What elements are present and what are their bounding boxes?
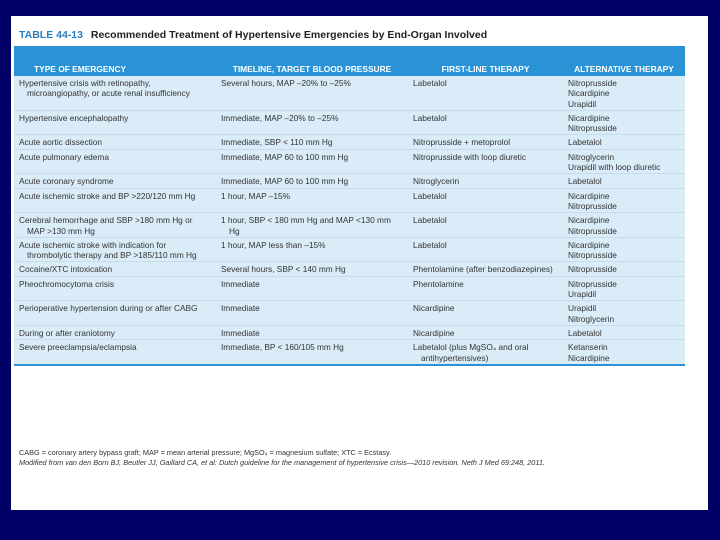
cell-type-of-emergency-text: Acute ischemic stroke and BP >220/120 mm Hg <box>19 190 196 201</box>
cell-alternative <box>563 76 685 110</box>
alternative-drug: Nitroprusside <box>568 278 617 289</box>
table-row <box>14 237 685 262</box>
cell-alternative <box>563 276 685 301</box>
alternative-drug: Labetalol <box>568 137 602 148</box>
cell-alternative <box>563 188 685 213</box>
cell-target-pressure-text: Several hours, MAP –20% to –25% <box>221 78 351 88</box>
cell-target-pressure-text: Immediate, BP < 160/105 mm Hg <box>221 342 344 353</box>
cell-type-of-emergency-text: Hypertensive encephalopathy <box>19 112 129 123</box>
table-row <box>14 135 685 149</box>
cell-alternative <box>563 340 685 364</box>
table-row <box>14 340 685 364</box>
cell-target-pressure-text: Several hours, SBP < 140 mm Hg <box>221 264 346 275</box>
alternative-drug: Nicardipine <box>568 239 610 250</box>
cell-first-line <box>408 188 563 213</box>
cell-target-pressure <box>216 262 408 276</box>
cell-target-pressure-text: Immediate <box>221 303 260 314</box>
cell-type-of-emergency <box>14 340 216 364</box>
table-row <box>14 174 685 188</box>
cell-type-of-emergency-text: Acute ischemic stroke with indication for thrombolytic therapy and BP >185/110 mm Hg <box>19 239 197 261</box>
alternative-drug: Urapidil <box>568 303 597 314</box>
cell-target-pressure <box>216 188 408 213</box>
cell-first-line <box>408 340 563 364</box>
alternative-drug: Ketanserin <box>568 342 608 353</box>
cell-type-of-emergency <box>14 301 216 326</box>
alternative-drug: Urapidil <box>568 289 597 300</box>
table-row <box>14 213 685 238</box>
table-body <box>14 76 685 364</box>
cell-target-pressure <box>216 301 408 326</box>
header-timeline-target: TIMELINE, TARGET BLOOD PRESSURE <box>216 46 408 76</box>
header-alternative-therapy: ALTERNATIVE THERAPY <box>563 46 685 76</box>
cell-first-line-text: Labetalol <box>413 215 447 226</box>
cell-type-of-emergency <box>14 135 216 149</box>
cell-first-line-text: Nicardipine <box>413 303 455 314</box>
table-row <box>14 76 685 110</box>
cell-type-of-emergency-text: Acute coronary syndrome <box>19 176 114 187</box>
table-row <box>14 325 685 339</box>
cell-type-of-emergency-text: Acute aortic dissection <box>19 137 103 148</box>
cell-type-of-emergency-text: Cerebral hemorrhage and SBP >180 mm Hg or MAP >130 mm Hg <box>19 215 193 236</box>
cell-alternative <box>563 213 685 238</box>
alternative-drug: Urapidil with loop diuretic <box>568 162 661 173</box>
alternative-drug: Nitroprusside <box>568 250 617 261</box>
cell-alternative <box>563 301 685 326</box>
cell-type-of-emergency-text: Perioperative hypertension during or after CABG <box>19 303 198 314</box>
cell-target-pressure <box>216 237 408 262</box>
cell-first-line <box>408 76 563 110</box>
cell-first-line <box>408 135 563 149</box>
cell-type-of-emergency <box>14 188 216 213</box>
cell-first-line-text: Labetalol <box>413 239 447 250</box>
cell-target-pressure-text: Immediate, SBP < 110 mm Hg <box>221 137 333 148</box>
cell-type-of-emergency <box>14 237 216 262</box>
table-number: TABLE 44-13 <box>19 29 83 41</box>
cell-type-of-emergency <box>14 76 216 110</box>
cell-type-of-emergency <box>14 325 216 339</box>
cell-target-pressure <box>216 135 408 149</box>
source-reference: Modified from van den Born BJ, Beutler JJ, Gaillard CA, et al: Dutch guideline for the management of hypertensive crisis—2010 revision. Neth J Med 69:248, 2011. <box>19 458 545 467</box>
cell-first-line-text: Labetalol (plus MgSO₄ and oral antihypertensives) <box>413 342 529 363</box>
table-bottom-rule <box>14 364 685 366</box>
alternative-drug: Nitroprusside <box>568 225 617 236</box>
cell-target-pressure-text: Immediate, MAP 60 to 100 mm Hg <box>221 176 349 187</box>
cell-first-line <box>408 110 563 135</box>
table-caption: Recommended Treatment of Hypertensive Emergencies by End-Organ Involved <box>90 29 488 41</box>
cell-target-pressure <box>216 174 408 188</box>
table-row <box>14 149 685 174</box>
cell-target-pressure <box>216 276 408 301</box>
cell-first-line <box>408 237 563 262</box>
cell-first-line <box>408 276 563 301</box>
cell-type-of-emergency-text: Cocaine/XTC intoxication <box>19 264 113 275</box>
cell-type-of-emergency-text: Pheochromocytoma crisis <box>19 278 114 289</box>
cell-first-line <box>408 213 563 238</box>
alternative-drug: Nitroglycerin <box>568 151 615 162</box>
cell-type-of-emergency <box>14 149 216 174</box>
cell-alternative <box>563 262 685 276</box>
alternative-drug: Nitroprusside <box>568 123 617 134</box>
cell-first-line-text: Nicardipine <box>413 327 455 338</box>
cell-target-pressure <box>216 340 408 364</box>
cell-alternative <box>563 135 685 149</box>
treatment-table <box>14 46 685 366</box>
abbreviations-note: CABG = coronary artery bypass graft; MAP = mean arterial pressure; MgSO₄ = magnesium sulfate; XTC = Ecstasy. <box>19 448 392 457</box>
table-title <box>19 29 487 41</box>
header-first-line-therapy: FIRST-LINE THERAPY <box>408 46 563 76</box>
cell-target-pressure-text: Immediate, MAP 60 to 100 mm Hg <box>221 151 349 162</box>
alternative-drug: Labetalol <box>568 327 602 338</box>
cell-alternative <box>563 149 685 174</box>
slide <box>11 16 708 510</box>
cell-type-of-emergency <box>14 110 216 135</box>
cell-type-of-emergency-text: Hypertensive crisis with retinopathy, microangiopathy, or acute renal insufficiency <box>19 78 190 99</box>
cell-type-of-emergency-text: During or after craniotomy <box>19 327 115 338</box>
cell-first-line <box>408 174 563 188</box>
cell-alternative <box>563 237 685 262</box>
table-header-row <box>14 46 685 76</box>
table-row <box>14 276 685 301</box>
cell-target-pressure <box>216 76 408 110</box>
cell-type-of-emergency-text: Acute pulmonary edema <box>19 151 109 162</box>
cell-first-line <box>408 325 563 339</box>
cell-target-pressure <box>216 110 408 135</box>
alternative-drug: Nicardipine <box>568 215 610 226</box>
cell-first-line-text: Labetalol <box>413 78 447 88</box>
cell-target-pressure-text: 1 hour, MAP less than –15% <box>221 239 326 250</box>
cell-target-pressure <box>216 149 408 174</box>
table-row <box>14 262 685 276</box>
cell-first-line-text: Phentolamine <box>413 278 464 289</box>
cell-type-of-emergency <box>14 174 216 188</box>
cell-type-of-emergency <box>14 213 216 238</box>
cell-first-line <box>408 301 563 326</box>
cell-first-line-text: Nitroprusside + metoprolol <box>413 137 511 148</box>
alternative-drug: Nicardipine <box>568 112 610 123</box>
table-row <box>14 188 685 213</box>
cell-first-line-text: Nitroprusside with loop diuretic <box>413 151 526 162</box>
cell-alternative <box>563 325 685 339</box>
cell-target-pressure-text: 1 hour, SBP < 180 mm Hg and MAP <130 mm Hg <box>221 215 391 236</box>
cell-alternative <box>563 110 685 135</box>
alternative-drug: Nitroprusside <box>568 264 617 275</box>
alternative-drug: Nitroglycerin <box>568 313 615 324</box>
cell-first-line <box>408 149 563 174</box>
alternative-drug: Labetalol <box>568 176 602 187</box>
cell-target-pressure <box>216 325 408 339</box>
cell-first-line-text: Nitroglycerin <box>413 176 460 187</box>
alternative-drug: Nicardipine <box>568 88 610 99</box>
table-footnote <box>19 448 689 468</box>
cell-type-of-emergency <box>14 262 216 276</box>
table-row <box>14 110 685 135</box>
alternative-drug: Nitroprusside <box>568 200 617 211</box>
alternative-drug: Nicardipine <box>568 352 610 363</box>
cell-alternative <box>563 174 685 188</box>
alternative-drug: Urapidil <box>568 98 597 109</box>
alternative-drug: Nitroprusside <box>568 78 617 88</box>
cell-target-pressure-text: Immediate <box>221 278 260 289</box>
cell-target-pressure-text: Immediate, MAP –20% to –25% <box>221 112 339 123</box>
cell-target-pressure-text: 1 hour, MAP –15% <box>221 190 291 201</box>
alternative-drug: Nicardipine <box>568 190 610 201</box>
cell-first-line <box>408 262 563 276</box>
cell-type-of-emergency-text: Severe preeclampsia/eclampsia <box>19 342 137 353</box>
cell-first-line-text: Labetalol <box>413 190 447 201</box>
header-type-of-emergency: TYPE OF EMERGENCY <box>14 46 216 76</box>
cell-type-of-emergency <box>14 276 216 301</box>
cell-target-pressure <box>216 213 408 238</box>
table-row <box>14 301 685 326</box>
cell-first-line-text: Phentolamine (after benzodiazepines) <box>413 264 553 275</box>
cell-first-line-text: Labetalol <box>413 112 447 123</box>
cell-target-pressure-text: Immediate <box>221 327 260 338</box>
